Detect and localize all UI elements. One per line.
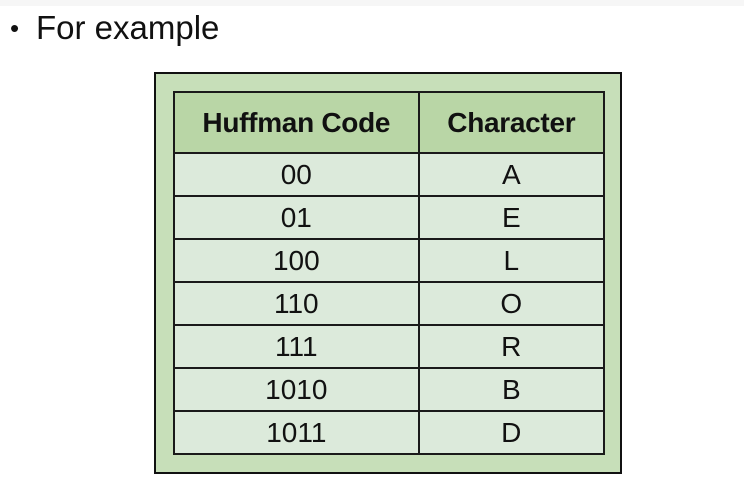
table-frame: [154, 72, 622, 474]
code-cell: 111: [174, 325, 419, 368]
code-cell: 00: [174, 153, 419, 196]
character-cell: O: [419, 282, 604, 325]
character-cell: D: [419, 411, 604, 454]
code-cell: 100: [174, 239, 419, 282]
character-cell: B: [419, 368, 604, 411]
code-cell: 1010: [174, 368, 419, 411]
code-cell: 1011: [174, 411, 419, 454]
table-row: [174, 282, 604, 325]
table-row: [174, 325, 604, 368]
character-cell: A: [419, 153, 604, 196]
huffman-table: [173, 91, 605, 455]
header-huffman-code: Huffman Code: [174, 92, 419, 153]
top-strip: [0, 0, 744, 6]
table-row: [174, 368, 604, 411]
table-row: [174, 411, 604, 454]
table-row: [174, 196, 604, 239]
table-row: [174, 239, 604, 282]
bullet-text: For example: [36, 9, 220, 46]
character-cell: R: [419, 325, 604, 368]
table-header-row: [174, 92, 604, 153]
bullet-item: [10, 8, 219, 48]
code-cell: 01: [174, 196, 419, 239]
bullet-marker: •: [10, 13, 20, 43]
header-character: Character: [419, 92, 604, 153]
character-cell: E: [419, 196, 604, 239]
code-cell: 110: [174, 282, 419, 325]
character-cell: L: [419, 239, 604, 282]
table-row: [174, 153, 604, 196]
